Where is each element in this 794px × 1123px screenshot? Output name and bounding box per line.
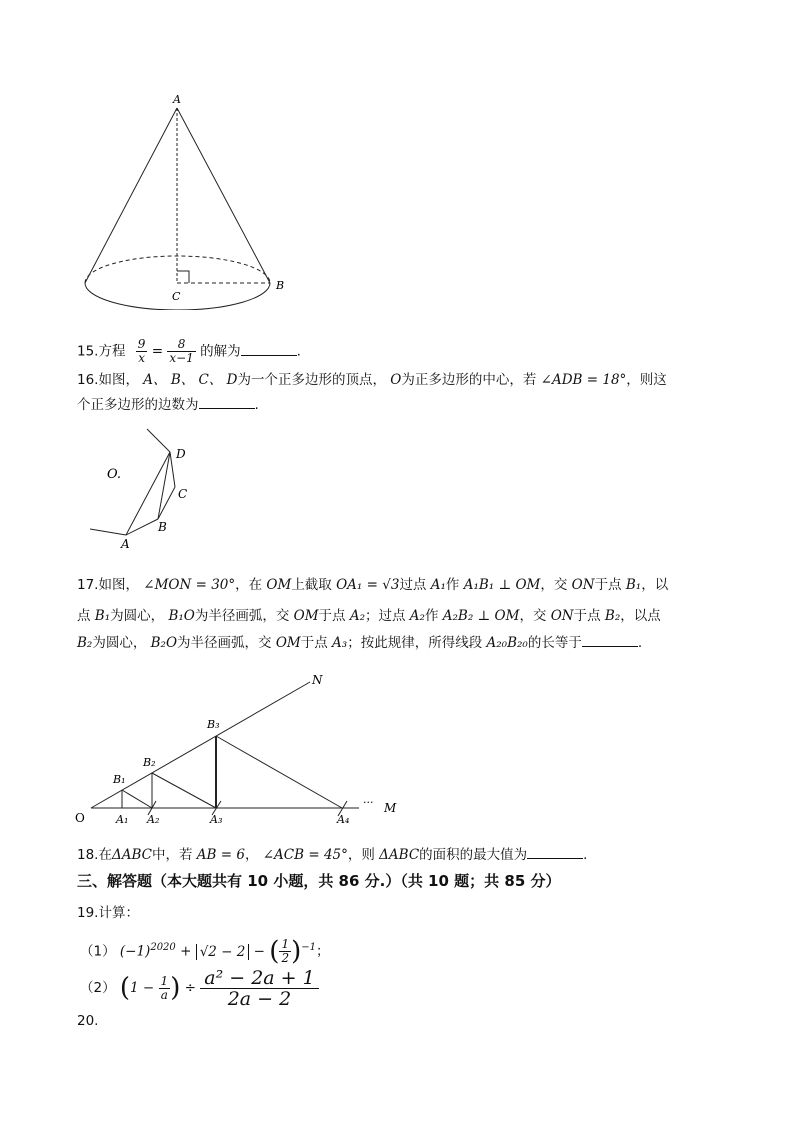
q16-label-o: O. xyxy=(107,467,122,482)
q17-l1-a1: A₁ xyxy=(430,577,446,593)
q15-prefix: 15.方程 xyxy=(77,343,126,360)
q17-label-a2: A₂ xyxy=(147,813,160,826)
q19-p2-big-num: a² − 2a + 1 xyxy=(200,968,318,989)
q18-c: ， xyxy=(244,847,259,863)
q17-l1-b1: B₁ xyxy=(625,577,642,593)
q19-p2-rparen: ) xyxy=(170,973,181,1003)
q19-p2-frac-num: 1 xyxy=(160,973,169,988)
q16-label-b: B xyxy=(158,520,167,534)
q16-label-c: C xyxy=(178,487,188,501)
cone-figure xyxy=(78,88,298,310)
q17-l1-g: 于点 xyxy=(594,577,622,593)
q17-l2-b2: B₂ xyxy=(604,608,621,624)
q15-frac1-den: x xyxy=(138,351,145,365)
q15-answer-blank xyxy=(241,343,297,356)
question-17-line-2 xyxy=(77,607,661,625)
q17-l2-a2: A₂ xyxy=(349,608,365,624)
q18-answer-blank xyxy=(527,846,583,859)
q17-label-n: N xyxy=(312,673,323,687)
q17-l3-d: ；按此规律，所得线段 xyxy=(347,635,483,651)
q17-l2-b1: B₁ xyxy=(94,608,111,624)
cone-label-c: C xyxy=(172,290,181,303)
q17-label-a3: A₃ xyxy=(210,813,223,826)
q17-label-a1: A₁ xyxy=(116,813,129,826)
q18-angle: ∠ACB = 45° xyxy=(262,847,348,863)
question-17-line-3 xyxy=(77,634,642,652)
q19-p2-fraction xyxy=(159,975,171,1002)
q19-p2-frac-den: a xyxy=(160,987,168,1002)
q17-l2-i: ，以点 xyxy=(620,608,661,624)
question-19-part-2 xyxy=(80,966,319,1010)
q19-p1-rparen: ) xyxy=(291,936,302,967)
q15-fraction-1 xyxy=(136,338,148,365)
q19-p2-one: 1 − xyxy=(130,980,155,996)
q17-l3-a3: A₃ xyxy=(332,635,348,651)
q16-label-a: A xyxy=(121,537,130,551)
q17-l2-g: ，交 xyxy=(519,608,547,624)
q16-answer-blank xyxy=(199,396,255,409)
q17-l2-om: OM xyxy=(293,608,319,624)
q17-l2-perp: A₂B₂ ⊥ OM xyxy=(442,608,520,624)
q17-l3-e: 的长等于 xyxy=(527,635,582,651)
q19-p2-label: （2） xyxy=(80,980,116,996)
q16-text-b: 为一个正多边形的顶点， xyxy=(237,372,386,388)
q19-p1-abs-text: √2 − 2 xyxy=(199,943,246,960)
q18-b: 中，若 xyxy=(151,847,193,863)
q17-l2-b: 为圆心， xyxy=(110,608,165,624)
q17-l1-h: ，以 xyxy=(641,577,669,593)
q19-p1-lparen: ( xyxy=(269,936,280,967)
q15-frac2-den: x−1 xyxy=(169,351,194,365)
q17-l1-c: 上截取 xyxy=(291,577,332,593)
q17-label-m: M xyxy=(384,801,397,815)
section-3-heading: 三、解答题（本大题共有 10 小题，共 86 分.）（共 10 题；共 85 分） xyxy=(77,872,561,890)
q17-l3-b2: B₂ xyxy=(77,635,93,651)
q16-text-c: 为正多边形的中心，若 xyxy=(401,372,537,388)
q18-end: . xyxy=(583,847,588,863)
q16-angle: ∠ADB = 18° xyxy=(540,372,627,388)
question-16-line-1 xyxy=(77,371,667,389)
cone-label-a: A xyxy=(173,93,181,106)
question-19-part-1 xyxy=(80,930,329,966)
question-20-label: 20. xyxy=(77,1013,99,1029)
q17-angle: ∠MON = 30° xyxy=(143,577,236,593)
q16-text-line2: 个正多边形的边数为 xyxy=(77,397,199,413)
q17-l2-f: 作 xyxy=(424,608,439,624)
q19-p1-exp2: −1 xyxy=(301,942,316,953)
q17-l1-e: 作 xyxy=(445,577,460,593)
q15-end: . xyxy=(296,343,301,360)
q18-a: 18.在 xyxy=(77,847,112,863)
q16-text-a: 16.如图， xyxy=(77,372,139,388)
q17-oa1: OA₁ = √3 xyxy=(336,577,400,593)
q17-label-b1: B₁ xyxy=(113,773,126,786)
q18-d: ，则 xyxy=(347,847,375,863)
q19-p1-minus: − xyxy=(253,943,265,960)
q17-label-b3: B₃ xyxy=(207,718,220,731)
q17-l1-perp: A₁B₁ ⊥ OM xyxy=(463,577,541,593)
q17-label-b2: B₂ xyxy=(143,756,156,769)
q17-l3-om: OM xyxy=(275,635,301,651)
q19-p1-fraction xyxy=(279,938,291,965)
q17-label-o: O xyxy=(75,811,85,825)
q17-l2-a2b: A₂ xyxy=(409,608,425,624)
q19-p1-label: （1） xyxy=(80,943,116,960)
q17-l2-h: 于点 xyxy=(573,608,601,624)
q17-l1-on: ON xyxy=(571,577,595,593)
question-18 xyxy=(77,846,587,864)
question-15 xyxy=(77,338,301,365)
q17-l1-om: OM xyxy=(266,577,292,593)
polygon-figure xyxy=(85,425,205,553)
q17-l3-seg: A₂₀B₂₀ xyxy=(486,635,528,651)
q15-equals: = xyxy=(151,343,164,360)
q17-l3-b2o: B₂O xyxy=(150,635,178,651)
q17-l3-c: 于点 xyxy=(300,635,328,651)
q16-center-o: O xyxy=(390,372,402,388)
question-19-title: 19.计算： xyxy=(77,905,139,921)
q19-p1-frac-num: 1 xyxy=(281,937,290,951)
q19-p2-big-fraction xyxy=(200,968,318,1009)
q19-p1-frac-den: 2 xyxy=(281,951,290,965)
question-16-line-2 xyxy=(77,396,259,414)
q16-points: A、 B、 C、 D xyxy=(143,372,238,388)
q17-l1-a: 17.如图， xyxy=(77,577,139,593)
q17-label-a4: A₄ xyxy=(337,813,350,826)
cone-label-b: B xyxy=(276,279,285,292)
q19-p1-abs xyxy=(196,944,250,960)
q17-answer-blank xyxy=(582,634,638,647)
q15-suffix: 的解为 xyxy=(200,343,241,360)
q18-tri2: ΔABC xyxy=(379,847,420,863)
q17-l3-b: 为半径画弧，交 xyxy=(177,635,272,651)
q19-p2-div: ÷ xyxy=(184,980,196,996)
q17-end: . xyxy=(637,635,643,651)
q17-l1-f: ，交 xyxy=(540,577,568,593)
q15-fraction-2 xyxy=(167,338,195,365)
q17-l1-b: ，在 xyxy=(235,577,263,593)
q17-l3-a: 为圆心， xyxy=(92,635,147,651)
q19-p1-base: (−1) xyxy=(119,943,151,960)
q19-p2-big-den: 2a − 2 xyxy=(227,987,292,1010)
q16-text-d: ，则这 xyxy=(626,372,667,388)
question-17-line-1 xyxy=(77,576,668,594)
q15-frac1-num: 9 xyxy=(137,337,146,351)
q19-p2-lparen: ( xyxy=(119,973,131,1003)
q19-p1-exp: 2020 xyxy=(150,942,176,953)
q17-l2-a: 点 xyxy=(77,608,91,624)
q16-label-d: D xyxy=(176,447,186,461)
q17-label-dots: ··· xyxy=(363,796,374,809)
q18-tri: ΔABC xyxy=(111,847,152,863)
q17-l2-on: ON xyxy=(550,608,574,624)
q17-l2-b1o: B₁O xyxy=(168,608,195,624)
q16-end: . xyxy=(254,397,259,413)
q18-ab: AB = 6 xyxy=(196,847,245,863)
q18-e: 的面积的最大值为 xyxy=(419,847,528,863)
q17-l1-d: 过点 xyxy=(399,577,427,593)
q17-l2-d: 于点 xyxy=(318,608,346,624)
angle-mon-figure xyxy=(74,670,414,830)
q19-p1-end: ； xyxy=(315,943,330,960)
q17-l2-c: 为半径画弧，交 xyxy=(194,608,290,624)
q17-l2-e: ；过点 xyxy=(365,608,406,624)
q19-p1-plus: + xyxy=(180,943,192,960)
q15-frac2-num: 8 xyxy=(167,338,195,352)
